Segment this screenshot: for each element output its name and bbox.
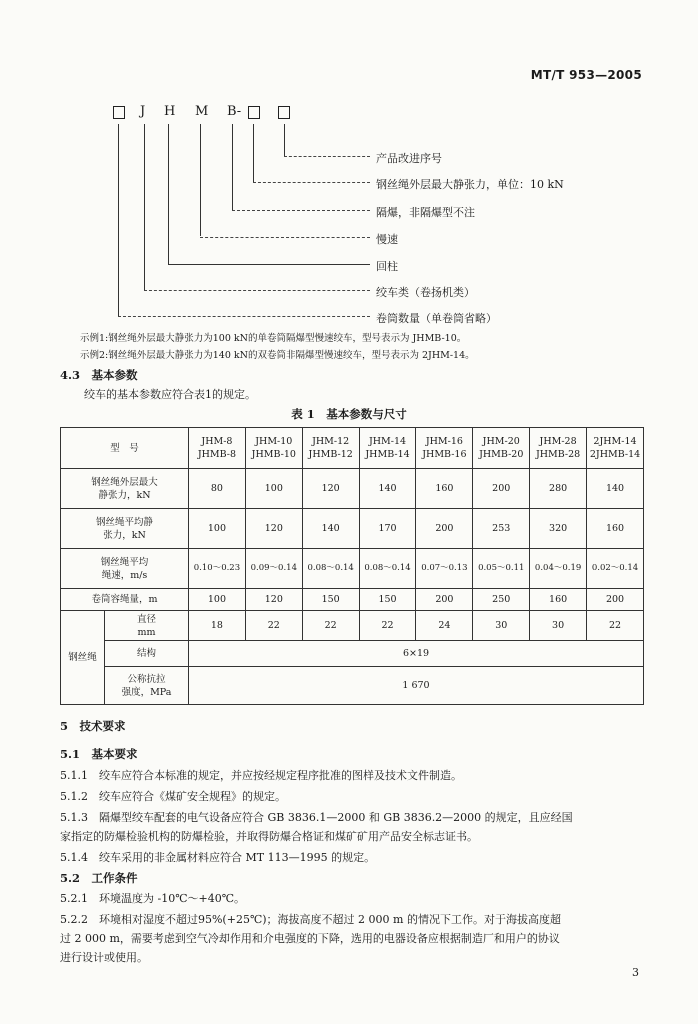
table-cell: 150 [302,589,359,611]
row-label: 卷筒容绳量，m [61,589,189,611]
model-cell: JHM-10 JHMB-10 [245,428,302,469]
table-cell: 0.08～0.14 [359,549,416,589]
table-row [61,611,644,641]
section-5-heading: 5 技术要求 [60,719,126,733]
table-cell: 100 [189,589,246,611]
table-row [61,509,644,549]
model-cell: JHM-14 JHMB-14 [359,428,416,469]
table-cell: 24 [416,611,473,641]
table-cell: 80 [189,469,246,509]
clause-5-2-1: 5.2.1 环境温度为 -10℃～+40℃。 [60,892,246,905]
table-cell: 22 [302,611,359,641]
table-cell: 320 [530,509,587,549]
clause-5-2-2-cont2: 进行设计或使用。 [60,951,148,964]
header-model: 型 号 [61,428,189,469]
row-label: 钢丝绳平均静 张力，kN [61,509,189,549]
row-label: 直径 mm [105,611,189,641]
table-cell: 0.07～0.13 [416,549,473,589]
clause-5-1-1: 5.1.1 绞车应符合本标准的规定，并应按经规定程序批准的图样及技术文件制造。 [60,769,462,782]
section-4-3-text: 绞车的基本参数应符合表1的规定。 [84,388,256,401]
row-label: 公称抗拉 强度，MPa [105,667,189,705]
model-cell: 2JHM-14 2JHMB-14 [587,428,644,469]
model-cell: JHM-12 JHMB-12 [302,428,359,469]
example-2: 示例2:钢丝绳外层最大静张力为140 kN的双卷筒非隔爆型慢速绞车，型号表示为 2JHM-14。 [80,350,475,361]
clause-5-1-4: 5.1.4 绞车采用的非金属材料应符合 MT 113—1995 的规定。 [60,851,376,864]
table-cell: 200 [587,589,644,611]
table-cell: 0.09～0.14 [245,549,302,589]
clause-5-2-2: 5.2.2 环境相对湿度不超过95%(+25℃)；海拔高度不超过 2 000 m 的情况下工作。对于海拔高度超 [60,913,561,926]
table-cell: 120 [245,589,302,611]
label-slow-speed: 慢速 [376,233,398,246]
table-cell: 22 [245,611,302,641]
table-cell: 200 [416,589,473,611]
row-label: 钢丝绳平均 绳速，m/s [61,549,189,589]
model-cell: JHM-16 JHMB-16 [416,428,473,469]
table-cell: 140 [359,469,416,509]
table-cell: 100 [189,509,246,549]
table-cell: 100 [245,469,302,509]
label-tension: 钢丝绳外层最大静张力，单位：10 kN [376,178,564,191]
table-cell: 0.02～0.14 [587,549,644,589]
table-cell: 160 [530,589,587,611]
table-cell: 140 [302,509,359,549]
model-cell: JHM-20 JHMB-20 [473,428,530,469]
example-1: 示例1:钢丝绳外层最大静张力为100 kN的单卷筒隔爆型慢速绞车，型号表示为 JHMB-10。 [80,333,467,344]
table-cell: 30 [473,611,530,641]
clause-5-1-2: 5.1.2 绞车应符合《煤矿安全规程》的规定。 [60,790,286,803]
label-prop-pulling: 回柱 [376,260,398,273]
model-cell: JHM-8 JHMB-8 [189,428,246,469]
table-cell: 18 [189,611,246,641]
standard-number: MT/T 953—2005 [530,68,642,82]
table-cell: 170 [359,509,416,549]
table-cell: 0.08～0.14 [302,549,359,589]
code-char-b: B- [227,104,242,119]
clause-5-1-3: 5.1.3 隔爆型绞车配套的电气设备应符合 GB 3836.1—2000 和 GB 3836.2—2000 的规定，且应经国 [60,811,573,824]
label-drum-count: 卷筒数量（单卷筒省略） [376,312,497,325]
table-cell: 0.05～0.11 [473,549,530,589]
table-row [61,549,644,589]
table-cell: 6×19 [189,641,644,667]
table-cell: 22 [587,611,644,641]
parameters-table [60,427,644,705]
table-cell: 1 670 [189,667,644,705]
table-row [61,589,644,611]
section-5-1-heading: 5.1 基本要求 [60,747,138,761]
table-row [61,667,644,705]
table-cell: 30 [530,611,587,641]
label-explosion-proof: 隔爆，非隔爆型不注 [376,206,475,219]
clause-5-1-3-cont: 家指定的防爆检验机构的防爆检验，并取得防爆合格证和煤矿矿用产品安全标志证书。 [60,830,478,843]
section-5-2-heading: 5.2 工作条件 [60,871,138,885]
table-row [61,641,644,667]
row-label: 结构 [105,641,189,667]
table-caption: 表 1 基本参数与尺寸 [291,407,407,421]
table-row [61,428,644,469]
page-number: 3 [632,966,639,979]
code-char-j: J [140,104,146,119]
table-cell: 120 [302,469,359,509]
model-cell: JHM-28 JHMB-28 [530,428,587,469]
table-cell: 200 [416,509,473,549]
table-cell: 280 [530,469,587,509]
table-cell: 200 [473,469,530,509]
code-char-m: M [195,104,209,119]
code-box-tension [248,106,260,119]
row-label: 钢丝绳外层最大 静张力，kN [61,469,189,509]
table-cell: 160 [587,509,644,549]
table-cell: 250 [473,589,530,611]
label-winch-class: 绞车类（卷扬机类） [376,286,475,299]
table-cell: 140 [587,469,644,509]
clause-5-2-2-cont1: 过 2 000 m，需要考虑到空气冷却作用和介电强度的下降，选用的电器设备应根据制造厂和用户的协议 [60,932,560,945]
table-cell: 253 [473,509,530,549]
code-box-revision [278,106,290,119]
label-revision: 产品改进序号 [376,152,442,165]
rope-group-label: 钢丝绳 [61,611,105,705]
section-4-3-heading: 4.3 基本参数 [60,368,138,382]
table-cell: 22 [359,611,416,641]
table-cell: 120 [245,509,302,549]
code-char-h: H [164,104,176,119]
table-cell: 0.04～0.19 [530,549,587,589]
table-cell: 160 [416,469,473,509]
code-box-drum-count [113,106,125,119]
table-cell: 0.10～0.23 [189,549,246,589]
table-row [61,469,644,509]
table-cell: 150 [359,589,416,611]
